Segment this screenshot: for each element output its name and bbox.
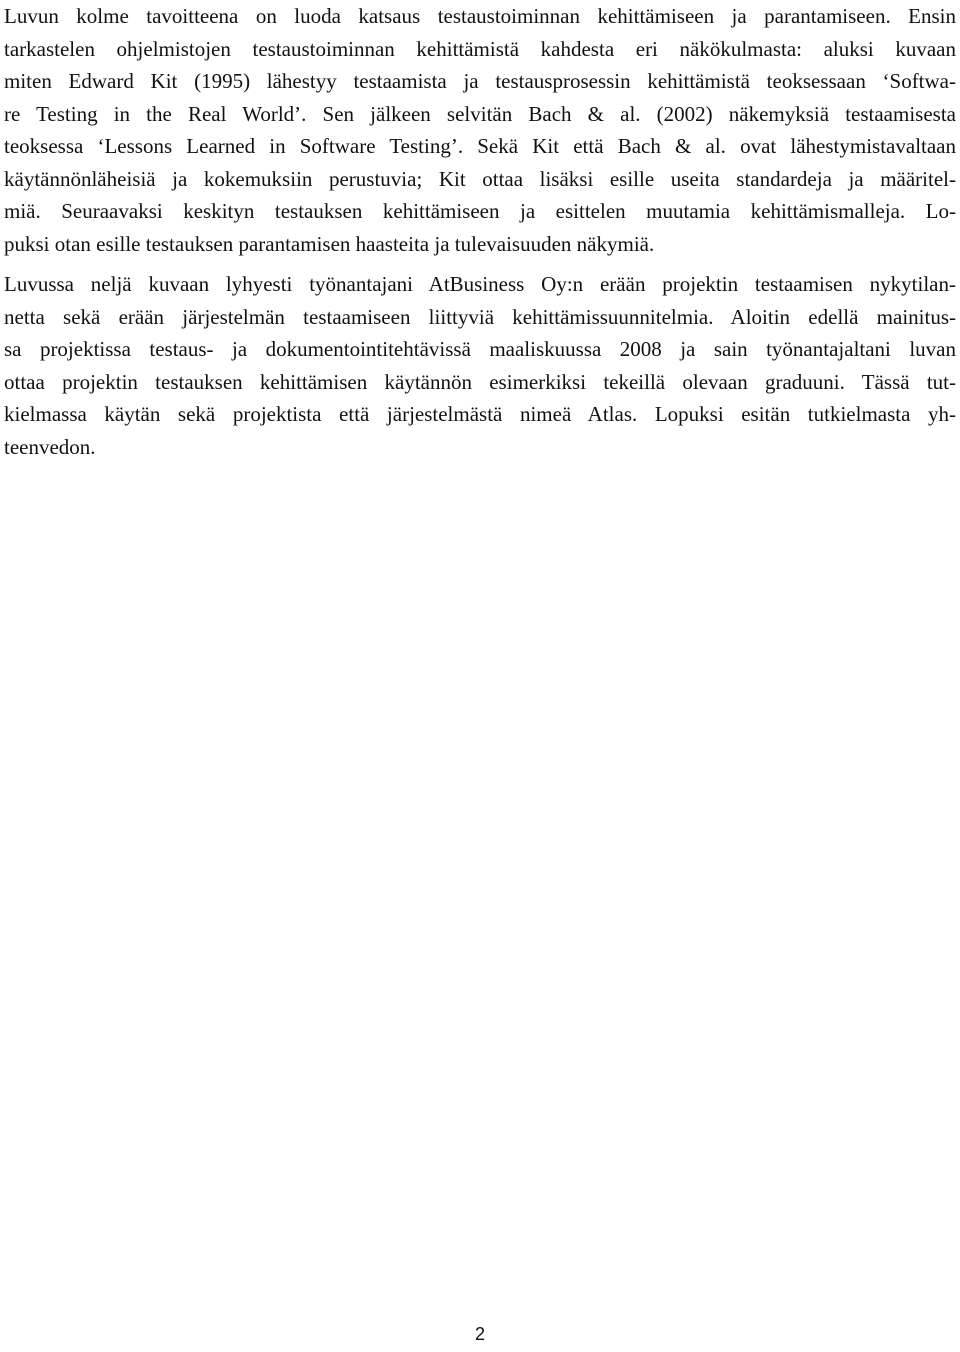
paragraph-chapter-three-overview — [4, 0, 956, 260]
text-line: teoksessa ‘Lessons Learned in Software Testing’. Sekä Kit että Bach & al. ovat lähestymistavaltaan — [4, 134, 956, 158]
text-line: miten Edward Kit (1995) lähestyy testaamista ja testausprosessin kehittämistä teoksessaan ‘Softwa- — [4, 69, 956, 93]
page-number: 2 — [474, 1324, 485, 1344]
text-line: Luvussa neljä kuvaan lyhyesti työnantajani AtBusiness Oy:n erään projektin testaamisen nykytilan- — [4, 272, 956, 296]
text-line: käytännönläheisiä ja kokemuksiin perustuvia; Kit ottaa lisäksi esille useita standardeja ja määritel- — [4, 166, 956, 191]
text-line: netta sekä erään järjestelmän testaamiseen liittyviä kehittämissuunnitelmia. Aloitin edellä mainitus- — [4, 304, 956, 329]
text-line: re Testing in the Real World’. Sen jälkeen selvitän Bach & al. (2002) näkemyksiä testaamisesta — [4, 101, 956, 126]
text-line: tarkastelen ohjelmistojen testaustoiminnan kehittämistä kahdesta eri näkökulmasta: aluksi kuvaan — [4, 36, 956, 61]
text-line: Luvun kolme tavoitteena on luoda katsaus testaustoiminnan kehittämiseen ja parantamiseen. Ensin — [4, 4, 956, 28]
text-line: sa projektissa testaus- ja dokumentointitehtävissä maaliskuussa 2008 ja sain työnantajaltani luvan — [4, 337, 956, 361]
text-line: ottaa projektin testauksen kehittämisen käytännön esimerkiksi tekeillä olevaan graduuni. Tässä tut- — [4, 369, 956, 394]
text-line: kielmassa käytän sekä projektista että järjestelmästä nimeä Atlas. Lopuksi esitän tutkielmasta yh- — [4, 402, 956, 426]
text-line: teenvedon. — [4, 434, 96, 459]
text-line: miä. Seuraavaksi keskityn testauksen kehittämiseen ja esittelen muutamia kehittämismalleja. Lo- — [4, 199, 956, 223]
text-line: puksi otan esille testauksen parantamisen haasteita ja tulevaisuuden näkymiä. — [4, 231, 655, 256]
paragraph-chapter-four-overview — [4, 268, 956, 463]
